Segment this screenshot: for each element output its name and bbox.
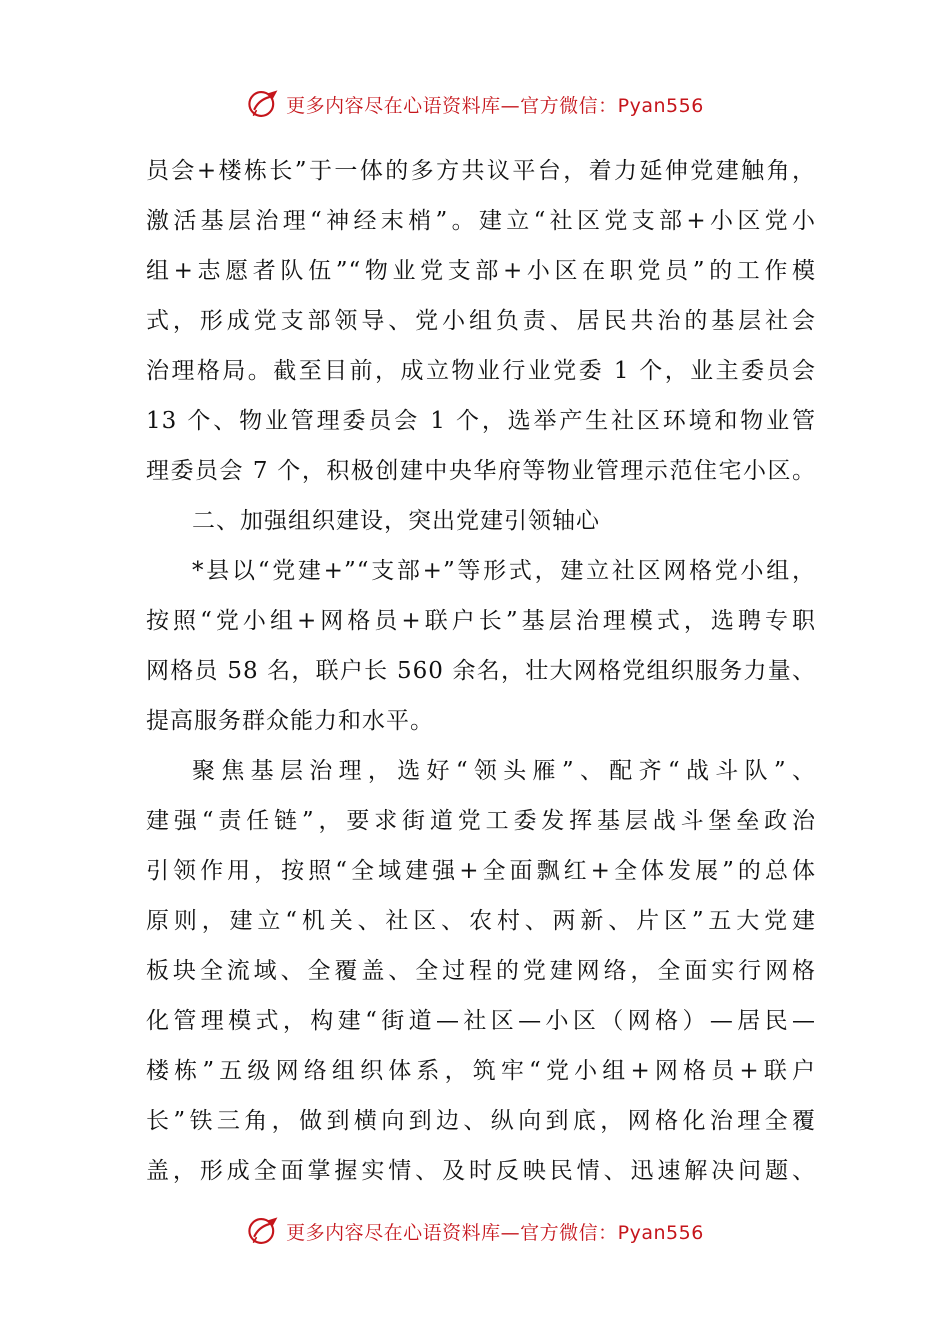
header-banner-text: 更多内容尽在心语资料库—官方微信：Pyan556 — [286, 94, 704, 117]
text-line: 楼栋”五级网络组织体系，筑牢“党小组+网格员+联户 — [146, 1058, 816, 1084]
text-line: 板块全流域、全覆盖、全过程的党建网络，全面实行网格 — [146, 958, 816, 984]
header-banner — [0, 84, 950, 124]
text-line: 盖，形成全面掌握实情、及时反映民情、迅速解决问题、 — [146, 1158, 816, 1184]
text-line: *县以“党建+”“支部+”等形式，建立社区网格党小组， — [192, 558, 816, 584]
pen-calligraphy-logo-icon — [246, 1214, 280, 1248]
text-line: 聚焦基层治理，选好“领头雁”、配齐“战斗队”、 — [192, 758, 816, 784]
footer-banner — [0, 1211, 950, 1251]
document-body — [146, 146, 816, 1196]
text-line: 组+志愿者队伍”“物业党支部+小区在职党员”的工作模 — [146, 258, 816, 284]
text-line: 激活基层治理“神经末梢”。建立“社区党支部+小区党小 — [146, 208, 816, 234]
text-line: 13 个、物业管理委员会 1 个，选举产生社区环境和物业管 — [146, 408, 816, 434]
text-line: 建强“责任链”，要求街道党工委发挥基层战斗堡垒政治 — [146, 808, 816, 834]
text-line: 长”铁三角，做到横向到边、纵向到底，网格化治理全覆 — [146, 1108, 816, 1134]
text-line: 引领作用，按照“全域建强+全面飘红+全体发展”的总体 — [146, 858, 816, 884]
footer-banner-text: 更多内容尽在心语资料库—官方微信：Pyan556 — [286, 1221, 704, 1244]
pen-calligraphy-logo-icon — [246, 87, 280, 121]
text-line: 治理格局。截至目前，成立物业行业党委 1 个，业主委员会 — [146, 358, 816, 384]
text-line: 网格员 58 名，联户长 560 余名，壮大网格党组织服务力量、 — [146, 658, 816, 684]
text-line: 按照“党小组+网格员+联户长”基层治理模式，选聘专职 — [146, 608, 816, 634]
text-line: 式，形成党支部领导、党小组负责、居民共治的基层社会 — [146, 308, 816, 334]
text-line: 提高服务群众能力和水平。 — [146, 708, 434, 734]
text-line: 原则，建立“机关、社区、农村、两新、片区”五大党建 — [146, 908, 816, 934]
text-line: 化管理模式，构建“街道—社区—小区（网格）—居民— — [146, 1008, 816, 1034]
section-heading: 二、加强组织建设，突出党建引领轴心 — [192, 508, 600, 534]
text-line: 员会+楼栋长”于一体的多方共议平台，着力延伸党建触角， — [146, 158, 816, 184]
text-line: 理委员会 7 个，积极创建中央华府等物业管理示范住宅小区。 — [146, 458, 816, 484]
